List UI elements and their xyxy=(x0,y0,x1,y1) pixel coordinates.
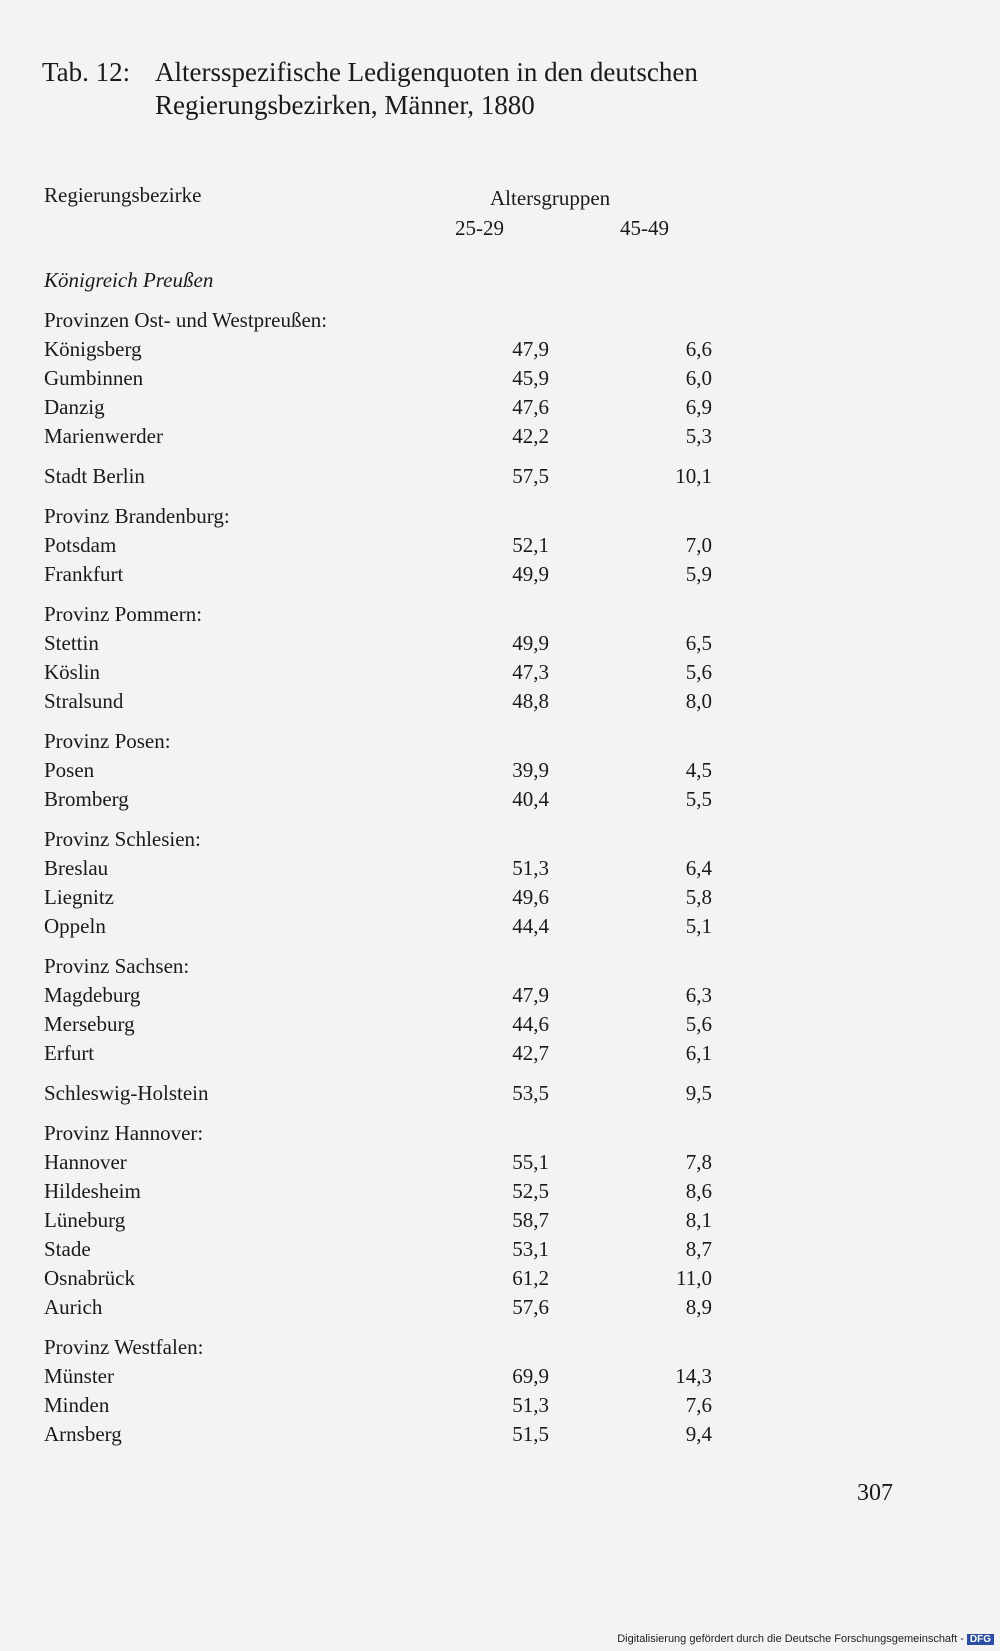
table-row xyxy=(44,854,712,883)
value-45-49: 8,6 xyxy=(685,1179,712,1203)
district-name: Breslau xyxy=(44,856,109,880)
district-name: Königsberg xyxy=(44,337,142,361)
table-number: Tab. 12: xyxy=(42,57,131,87)
district-name: Stettin xyxy=(44,631,99,655)
province-heading xyxy=(44,952,684,981)
table-row xyxy=(44,1039,712,1068)
value-45-49: 6,5 xyxy=(685,631,712,655)
district-name: Erfurt xyxy=(44,1041,95,1065)
province-heading xyxy=(44,825,684,854)
value-25-29: 40,4 xyxy=(512,787,549,811)
value-45-49: 9,4 xyxy=(685,1422,712,1446)
province-name: Provinz Pommern: xyxy=(44,602,203,626)
dfg-logo: DFG xyxy=(967,1634,994,1645)
table-row xyxy=(44,335,712,364)
value-45-49: 7,8 xyxy=(685,1150,712,1174)
value-45-49: 5,6 xyxy=(685,660,712,684)
value-25-29: 51,3 xyxy=(512,856,549,880)
province-heading xyxy=(44,502,684,531)
district-name: Marienwerder xyxy=(44,424,163,448)
value-45-49: 8,0 xyxy=(685,689,712,713)
province-name: Provinz Posen: xyxy=(44,729,171,753)
value-45-49: 6,4 xyxy=(685,856,712,880)
value-25-29: 58,7 xyxy=(512,1208,549,1232)
table-row xyxy=(44,1079,712,1108)
value-25-29: 51,5 xyxy=(512,1422,549,1446)
title-line-2: Regierungsbezirken, Männer, 1880 xyxy=(155,90,535,120)
value-45-49: 5,5 xyxy=(685,787,712,811)
value-45-49: 9,5 xyxy=(685,1081,712,1105)
table-row xyxy=(44,1235,712,1264)
value-45-49: 5,9 xyxy=(685,562,712,586)
district-name: Frankfurt xyxy=(44,562,124,586)
table-row xyxy=(44,1264,712,1293)
table-row xyxy=(44,531,712,560)
table-row xyxy=(44,629,712,658)
district-name: Merseburg xyxy=(44,1012,135,1036)
kingdom-name: Königreich Preußen xyxy=(44,268,214,292)
column-header-25-29: 25-29 xyxy=(455,216,504,240)
value-25-29: 44,6 xyxy=(512,1012,549,1036)
value-45-49: 8,7 xyxy=(685,1237,712,1261)
province-name: Provinzen Ost- und Westpreußen: xyxy=(44,308,328,332)
value-25-29: 49,6 xyxy=(512,885,549,909)
district-name: Liegnitz xyxy=(44,885,114,909)
table-row xyxy=(44,1148,712,1177)
kingdom-heading xyxy=(44,266,684,295)
district-name: Stade xyxy=(44,1237,91,1261)
value-45-49: 7,6 xyxy=(685,1393,712,1417)
table-body xyxy=(44,266,712,1449)
page-number: 307 xyxy=(857,1480,893,1506)
value-25-29: 44,4 xyxy=(512,914,549,938)
table-row xyxy=(44,364,712,393)
value-45-49: 10,1 xyxy=(675,464,712,488)
district-name: Münster xyxy=(44,1364,114,1388)
province-heading xyxy=(44,727,684,756)
value-25-29: 49,9 xyxy=(512,562,549,586)
table-row xyxy=(44,687,712,716)
value-45-49: 5,1 xyxy=(685,914,712,938)
value-25-29: 53,1 xyxy=(512,1237,549,1261)
column-header-45-49: 45-49 xyxy=(620,216,669,240)
footer-text: Digitalisierung gefördert durch die Deutsche Forschungsgemeinschaft - xyxy=(617,1633,964,1645)
table-row xyxy=(44,1420,712,1449)
table-row xyxy=(44,1177,712,1206)
value-25-29: 53,5 xyxy=(512,1081,549,1105)
table-title xyxy=(42,56,698,122)
district-name: Schleswig-Holstein xyxy=(44,1081,209,1105)
district-name: Potsdam xyxy=(44,533,117,557)
district-name: Bromberg xyxy=(44,787,129,811)
province-heading xyxy=(44,1119,684,1148)
value-25-29: 57,6 xyxy=(512,1295,549,1319)
value-45-49: 6,3 xyxy=(685,983,712,1007)
district-name: Osnabrück xyxy=(44,1266,135,1290)
district-name: Oppeln xyxy=(44,914,106,938)
value-25-29: 42,2 xyxy=(512,424,549,448)
value-45-49: 6,1 xyxy=(685,1041,712,1065)
province-heading xyxy=(44,600,684,629)
value-25-29: 45,9 xyxy=(512,366,549,390)
value-25-29: 69,9 xyxy=(512,1364,549,1388)
table-row xyxy=(44,1362,712,1391)
province-heading xyxy=(44,306,684,335)
district-name: Lüneburg xyxy=(44,1208,126,1232)
value-45-49: 6,6 xyxy=(685,337,712,361)
province-name: Provinz Sachsen: xyxy=(44,954,190,978)
district-name: Stralsund xyxy=(44,689,124,713)
table-row xyxy=(44,393,712,422)
column-header-region: Regierungsbezirke xyxy=(44,183,202,207)
table-row xyxy=(44,560,712,589)
value-25-29: 55,1 xyxy=(512,1150,549,1174)
district-name: Danzig xyxy=(44,395,105,419)
value-45-49: 8,9 xyxy=(685,1295,712,1319)
digitization-footer xyxy=(617,1633,994,1645)
table-row xyxy=(44,756,712,785)
value-25-29: 47,6 xyxy=(512,395,549,419)
value-45-49: 4,5 xyxy=(685,758,712,782)
value-25-29: 47,9 xyxy=(512,337,549,361)
table-row xyxy=(44,1293,712,1322)
value-45-49: 7,0 xyxy=(685,533,712,557)
table-row xyxy=(44,883,712,912)
value-25-29: 61,2 xyxy=(512,1266,549,1290)
value-45-49: 5,6 xyxy=(685,1012,712,1036)
value-25-29: 57,5 xyxy=(512,464,549,488)
district-name: Arnsberg xyxy=(44,1422,122,1446)
district-name: Aurich xyxy=(44,1295,103,1319)
value-45-49: 6,9 xyxy=(685,395,712,419)
value-45-49: 14,3 xyxy=(675,1364,712,1388)
table-row xyxy=(44,981,712,1010)
value-25-29: 39,9 xyxy=(512,758,549,782)
title-line-1: Altersspezifische Ledigenquoten in den deutschen xyxy=(155,57,698,87)
table-row xyxy=(44,1391,712,1420)
table-row xyxy=(44,658,712,687)
district-name: Gumbinnen xyxy=(44,366,144,390)
district-name: Stadt Berlin xyxy=(44,464,145,488)
table-row xyxy=(44,462,712,491)
table-row xyxy=(44,912,712,941)
table-row xyxy=(44,422,712,451)
value-25-29: 42,7 xyxy=(512,1041,549,1065)
value-25-29: 48,8 xyxy=(512,689,549,713)
district-name: Magdeburg xyxy=(44,983,141,1007)
province-name: Provinz Schlesien: xyxy=(44,827,201,851)
column-header-age-groups: Altersgruppen xyxy=(490,186,611,210)
province-heading xyxy=(44,1333,684,1362)
district-name: Hildesheim xyxy=(44,1179,141,1203)
value-25-29: 52,5 xyxy=(512,1179,549,1203)
province-name: Provinz Westfalen: xyxy=(44,1335,204,1359)
value-25-29: 51,3 xyxy=(512,1393,549,1417)
value-25-29: 47,9 xyxy=(512,983,549,1007)
province-name: Provinz Brandenburg: xyxy=(44,504,230,528)
table-row xyxy=(44,785,712,814)
table-row xyxy=(44,1206,712,1235)
value-45-49: 5,8 xyxy=(685,885,712,909)
value-45-49: 6,0 xyxy=(685,366,712,390)
value-25-29: 49,9 xyxy=(512,631,549,655)
value-45-49: 8,1 xyxy=(685,1208,712,1232)
district-name: Minden xyxy=(44,1393,110,1417)
district-name: Hannover xyxy=(44,1150,127,1174)
province-name: Provinz Hannover: xyxy=(44,1121,204,1145)
district-name: Posen xyxy=(44,758,95,782)
value-25-29: 52,1 xyxy=(512,533,549,557)
value-45-49: 11,0 xyxy=(676,1266,712,1290)
value-25-29: 47,3 xyxy=(512,660,549,684)
value-45-49: 5,3 xyxy=(685,424,712,448)
table-row xyxy=(44,1010,712,1039)
district-name: Köslin xyxy=(44,660,101,684)
